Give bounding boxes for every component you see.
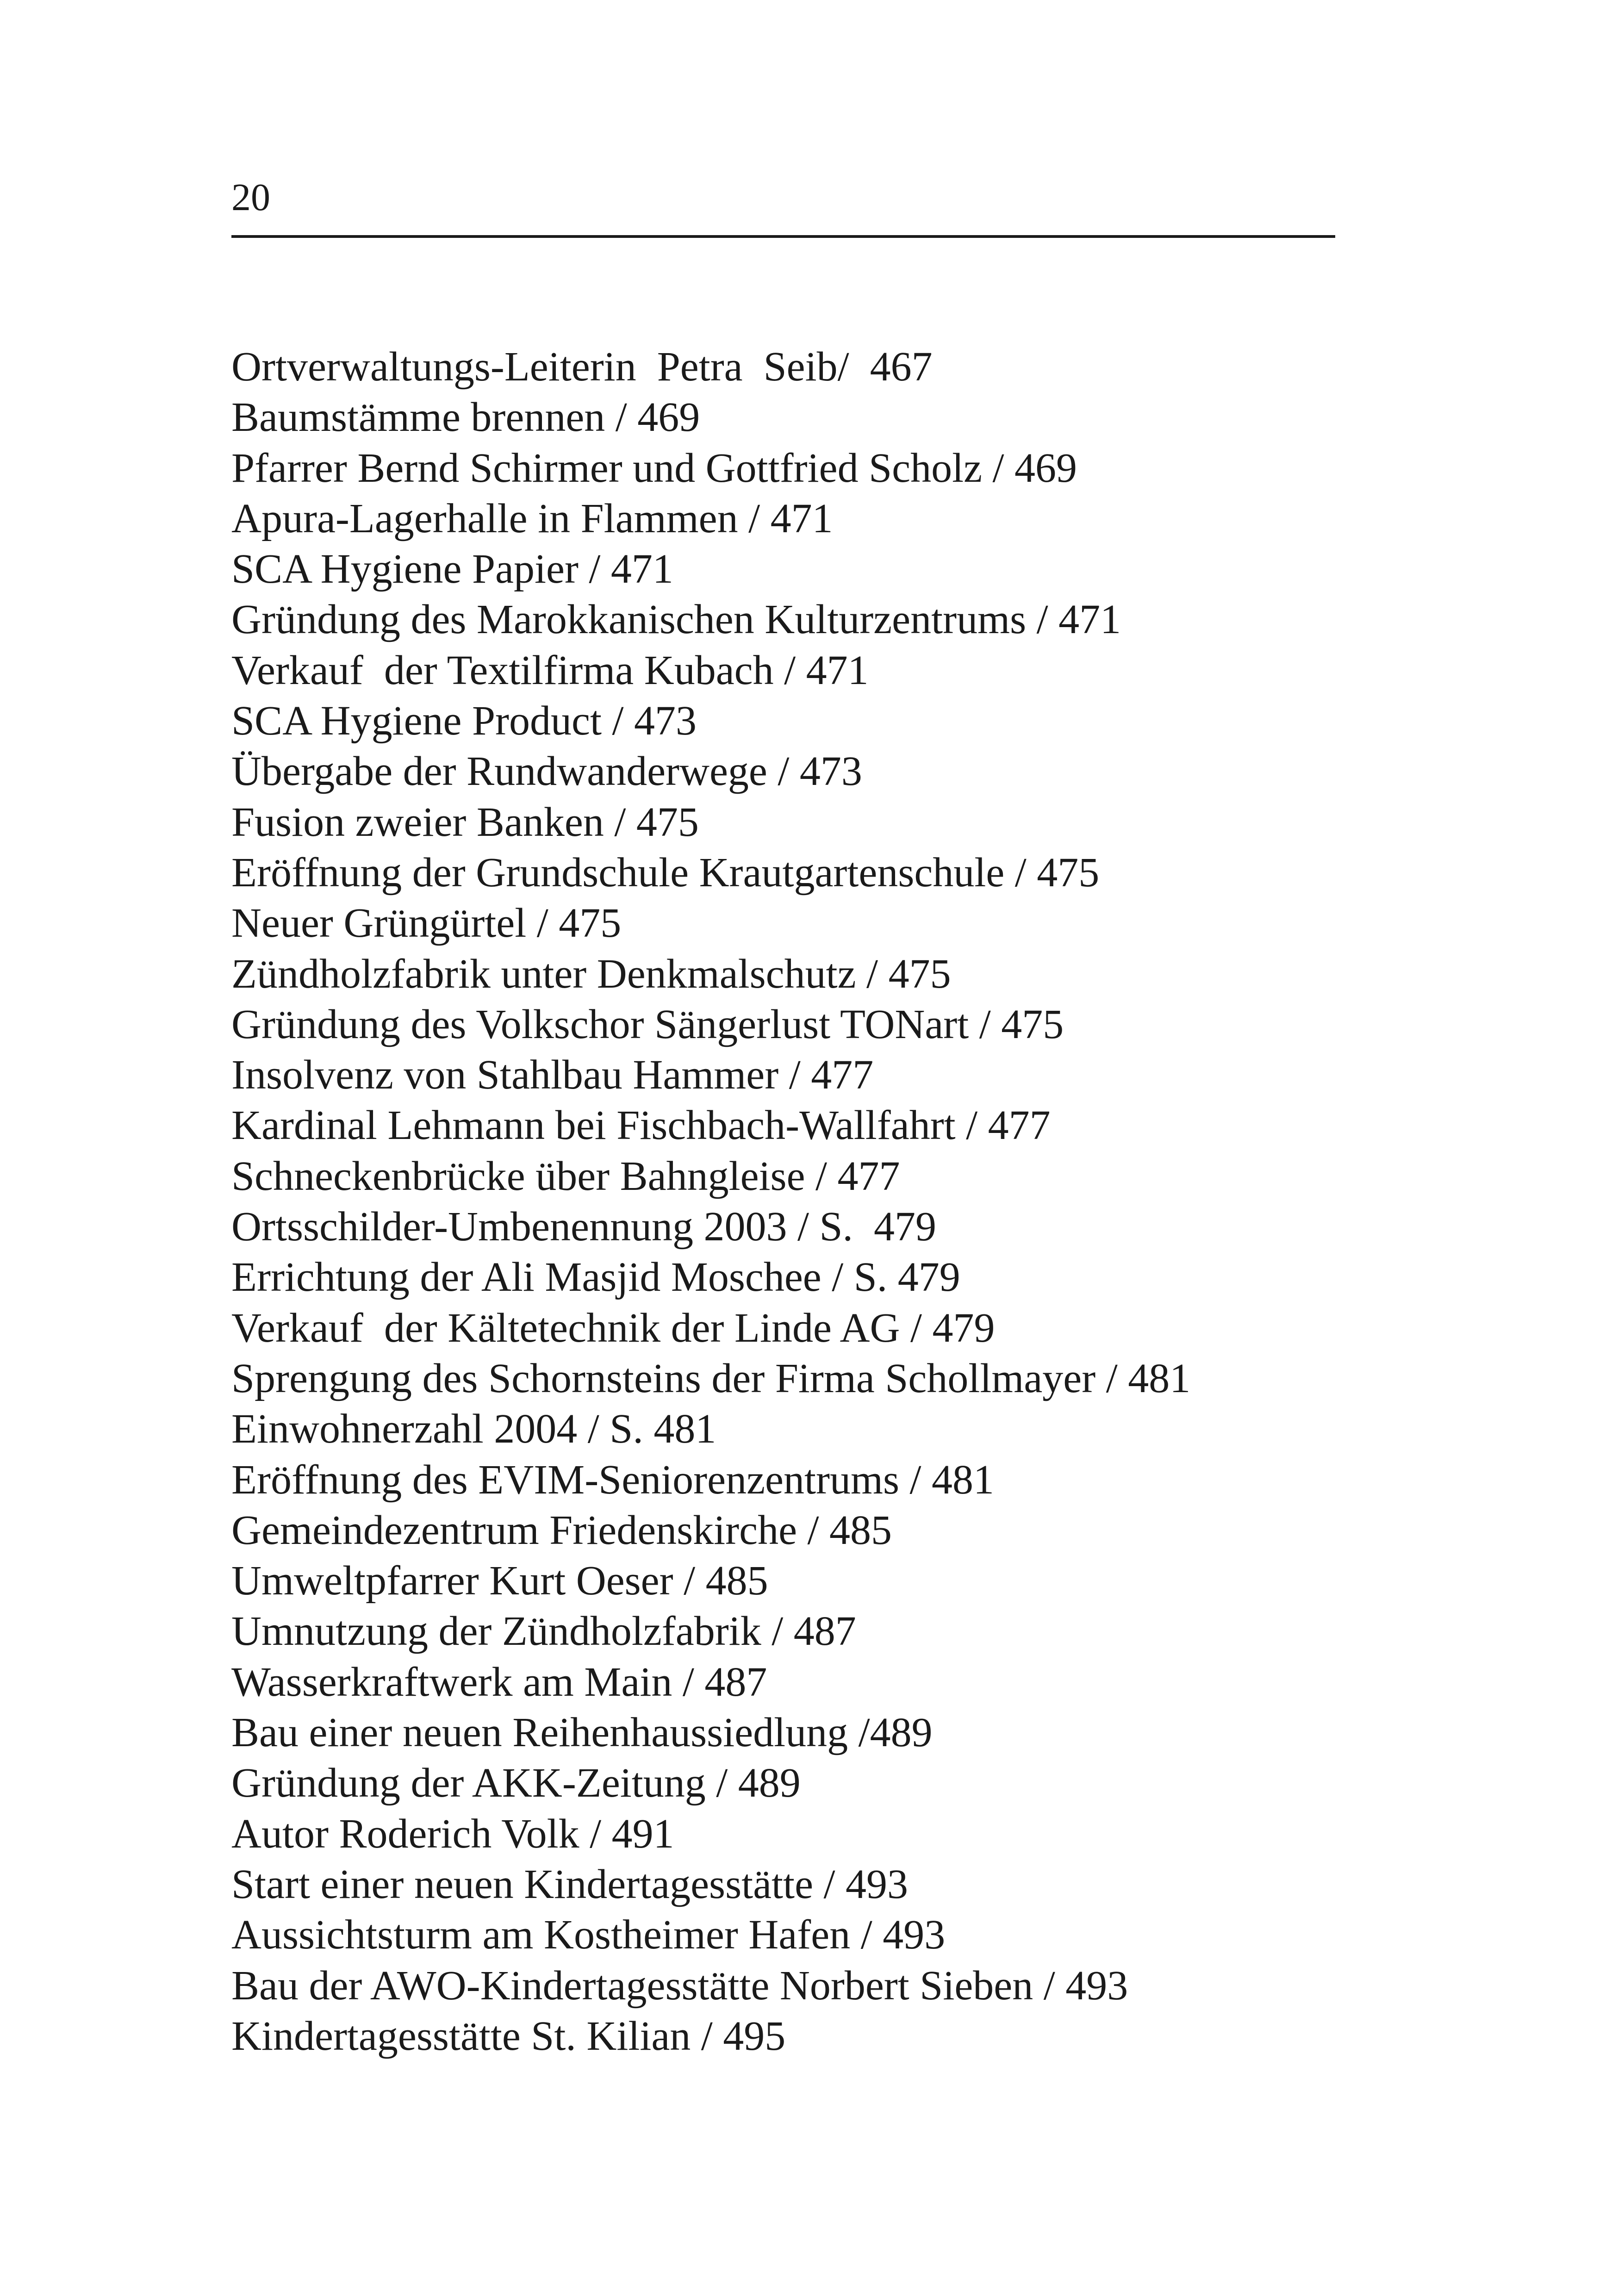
toc-entry: Pfarrer Bernd Schirmer und Gottfried Scholz / 469 xyxy=(231,445,1077,491)
toc-entry: Gründung des Volkschor Sängerlust TONart / 475 xyxy=(231,1001,1064,1047)
toc-entry: Wasserkraftwerk am Main / 487 xyxy=(231,1659,767,1705)
toc-entry: Kardinal Lehmann bei Fischbach-Wallfahrt / 477 xyxy=(231,1102,1051,1149)
toc-entry: Bau einer neuen Reihenhaussiedlung /489 xyxy=(231,1710,933,1756)
toc-entry: Baumstämme brennen / 469 xyxy=(231,394,700,441)
toc-entry: Übergabe der Rundwanderwege / 473 xyxy=(231,748,862,795)
toc-entry: Kindertagesstätte St. Kilian / 495 xyxy=(231,2013,786,2059)
toc-entry: Autor Roderich Volk / 491 xyxy=(231,1811,674,1857)
toc-entry: Eröffnung der Grundschule Krautgartenschule / 475 xyxy=(231,849,1100,896)
toc-entry: Gründung der AKK-Zeitung / 489 xyxy=(231,1760,801,1806)
toc-entry: Umnutzung der Zündholzfabrik / 487 xyxy=(231,1608,856,1655)
toc-entry: Zündholzfabrik unter Denkmalschutz / 475 xyxy=(231,951,951,997)
toc-entry: Einwohnerzahl 2004 / S. 481 xyxy=(231,1406,716,1452)
toc-entry: SCA Hygiene Product / 473 xyxy=(231,698,697,744)
toc-entry: Fusion zweier Banken / 475 xyxy=(231,799,699,845)
toc-entry: Gründung des Marokkanischen Kulturzentrums / 471 xyxy=(231,597,1121,643)
toc-list xyxy=(231,342,1435,2061)
toc-entry: Ortverwaltungs-Leiterin Petra Seib/ 467 xyxy=(231,344,933,390)
page-number: 20 xyxy=(231,176,270,219)
toc-entry: Verkauf der Textilfirma Kubach / 471 xyxy=(231,647,869,693)
toc-entry: Insolvenz von Stahlbau Hammer / 477 xyxy=(231,1052,874,1098)
header-rule xyxy=(231,235,1335,238)
toc-entry: Apura-Lagerhalle in Flammen / 471 xyxy=(231,495,833,541)
toc-entry: Aussichtsturm am Kostheimer Hafen / 493 xyxy=(231,1912,946,1958)
toc-entry: Verkauf der Kältetechnik der Linde AG / 479 xyxy=(231,1305,995,1351)
toc-entry: SCA Hygiene Papier / 471 xyxy=(231,546,673,592)
toc-entry: Sprengung des Schornsteins der Firma Schollmayer / 481 xyxy=(231,1355,1191,1401)
toc-entry: Gemeindezentrum Friedenskirche / 485 xyxy=(231,1507,892,1553)
toc-entry: Umweltpfarrer Kurt Oeser / 485 xyxy=(231,1558,768,1604)
toc-entry: Schneckenbrücke über Bahngleise / 477 xyxy=(231,1153,900,1199)
toc-entry: Eröffnung des EVIM-Seniorenzentrums / 481 xyxy=(231,1456,994,1503)
toc-entry: Start einer neuen Kindertagesstätte / 493 xyxy=(231,1861,909,1907)
toc-entry: Errichtung der Ali Masjid Moschee / S. 479 xyxy=(231,1254,960,1300)
toc-entry: Bau der AWO-Kindertagesstätte Norbert Sieben / 493 xyxy=(231,1962,1128,2009)
toc-entry: Neuer Grüngürtel / 475 xyxy=(231,900,622,946)
toc-entry: Ortsschilder-Umbenennung 2003 / S. 479 xyxy=(231,1204,937,1250)
